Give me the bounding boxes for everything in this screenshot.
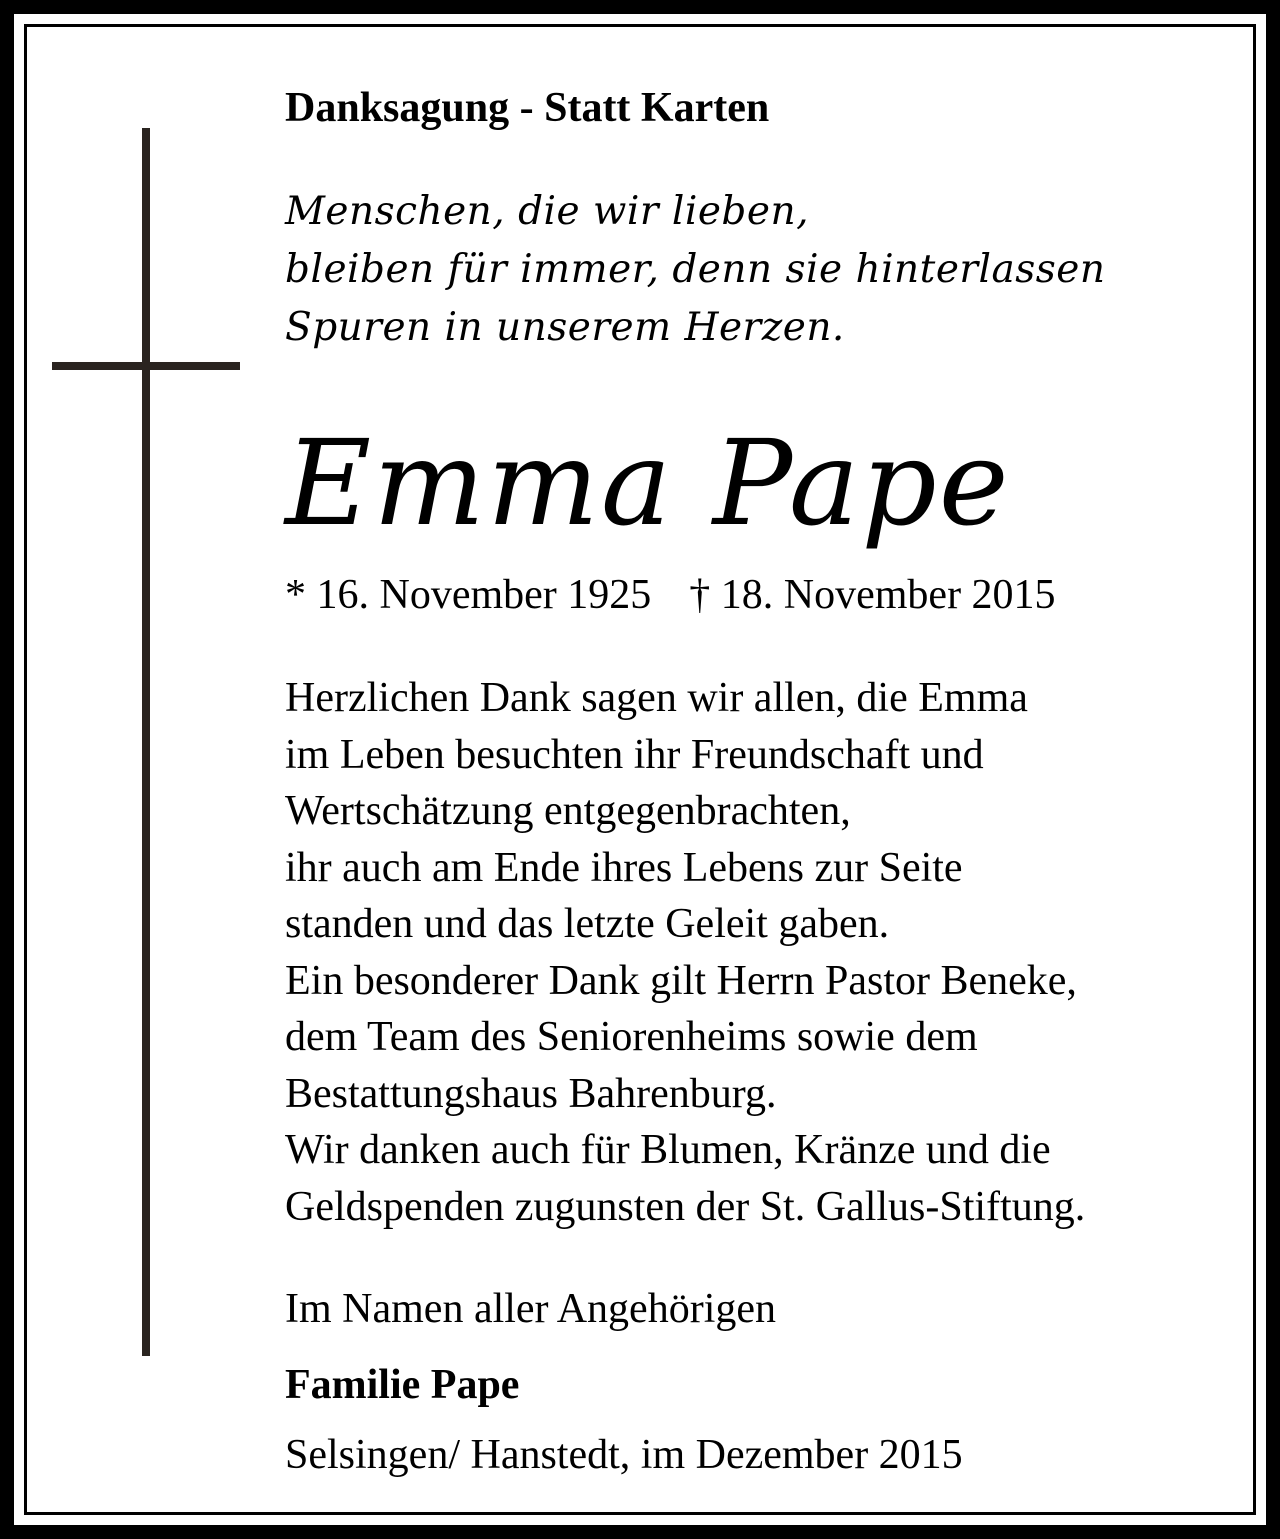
cross-vertical-bar: [142, 128, 150, 1356]
deceased-name: Emma Pape: [285, 414, 1011, 552]
thanks-line: Ein besonderer Dank gilt Herrn Pastor Beneke,: [285, 957, 1077, 1004]
thanks-line: im Leben besuchten ihr Freundschaft und: [285, 731, 984, 778]
thanks-line: Geldspenden zugunsten der St. Gallus-Stiftung.: [285, 1183, 1086, 1230]
closing-line: Im Namen aller Angehörigen: [285, 1286, 776, 1332]
thanks-paragraph: [285, 670, 1085, 1235]
memorial-quote: [285, 183, 1106, 357]
thanks-line: ihr auch am Ende ihres Lebens zur Seite: [285, 844, 963, 891]
thanks-line: Herzlichen Dank sagen wir allen, die Emma: [285, 675, 1028, 721]
cross-horizontal-bar: [52, 362, 240, 370]
quote-line: Spuren in unserem Herzen.: [285, 305, 845, 350]
thanks-line: dem Team des Seniorenheims sowie dem: [285, 1014, 978, 1060]
life-dates: [285, 568, 1056, 622]
thanks-line: Bestattungshaus Bahrenburg.: [285, 1070, 777, 1117]
thanks-line: Wertschätzung entgegenbrachten,: [285, 788, 851, 834]
place-and-date: Selsingen/ Hanstedt, im Dezember 2015: [285, 1432, 963, 1478]
death-date: † 18. November 2015: [689, 572, 1056, 618]
thanks-line: standen und das letzte Geleit gaben.: [285, 901, 890, 947]
quote-line: Menschen, die wir lieben,: [285, 189, 809, 234]
thanks-line: Wir danken auch für Blumen, Kränze und die: [285, 1127, 1051, 1173]
notice-heading: Danksagung - Statt Karten: [285, 85, 770, 131]
quote-line: bleiben für immer, denn sie hinterlassen: [285, 247, 1106, 292]
birth-date: * 16. November 1925: [285, 572, 652, 618]
family-signature: Familie Pape: [285, 1362, 520, 1408]
